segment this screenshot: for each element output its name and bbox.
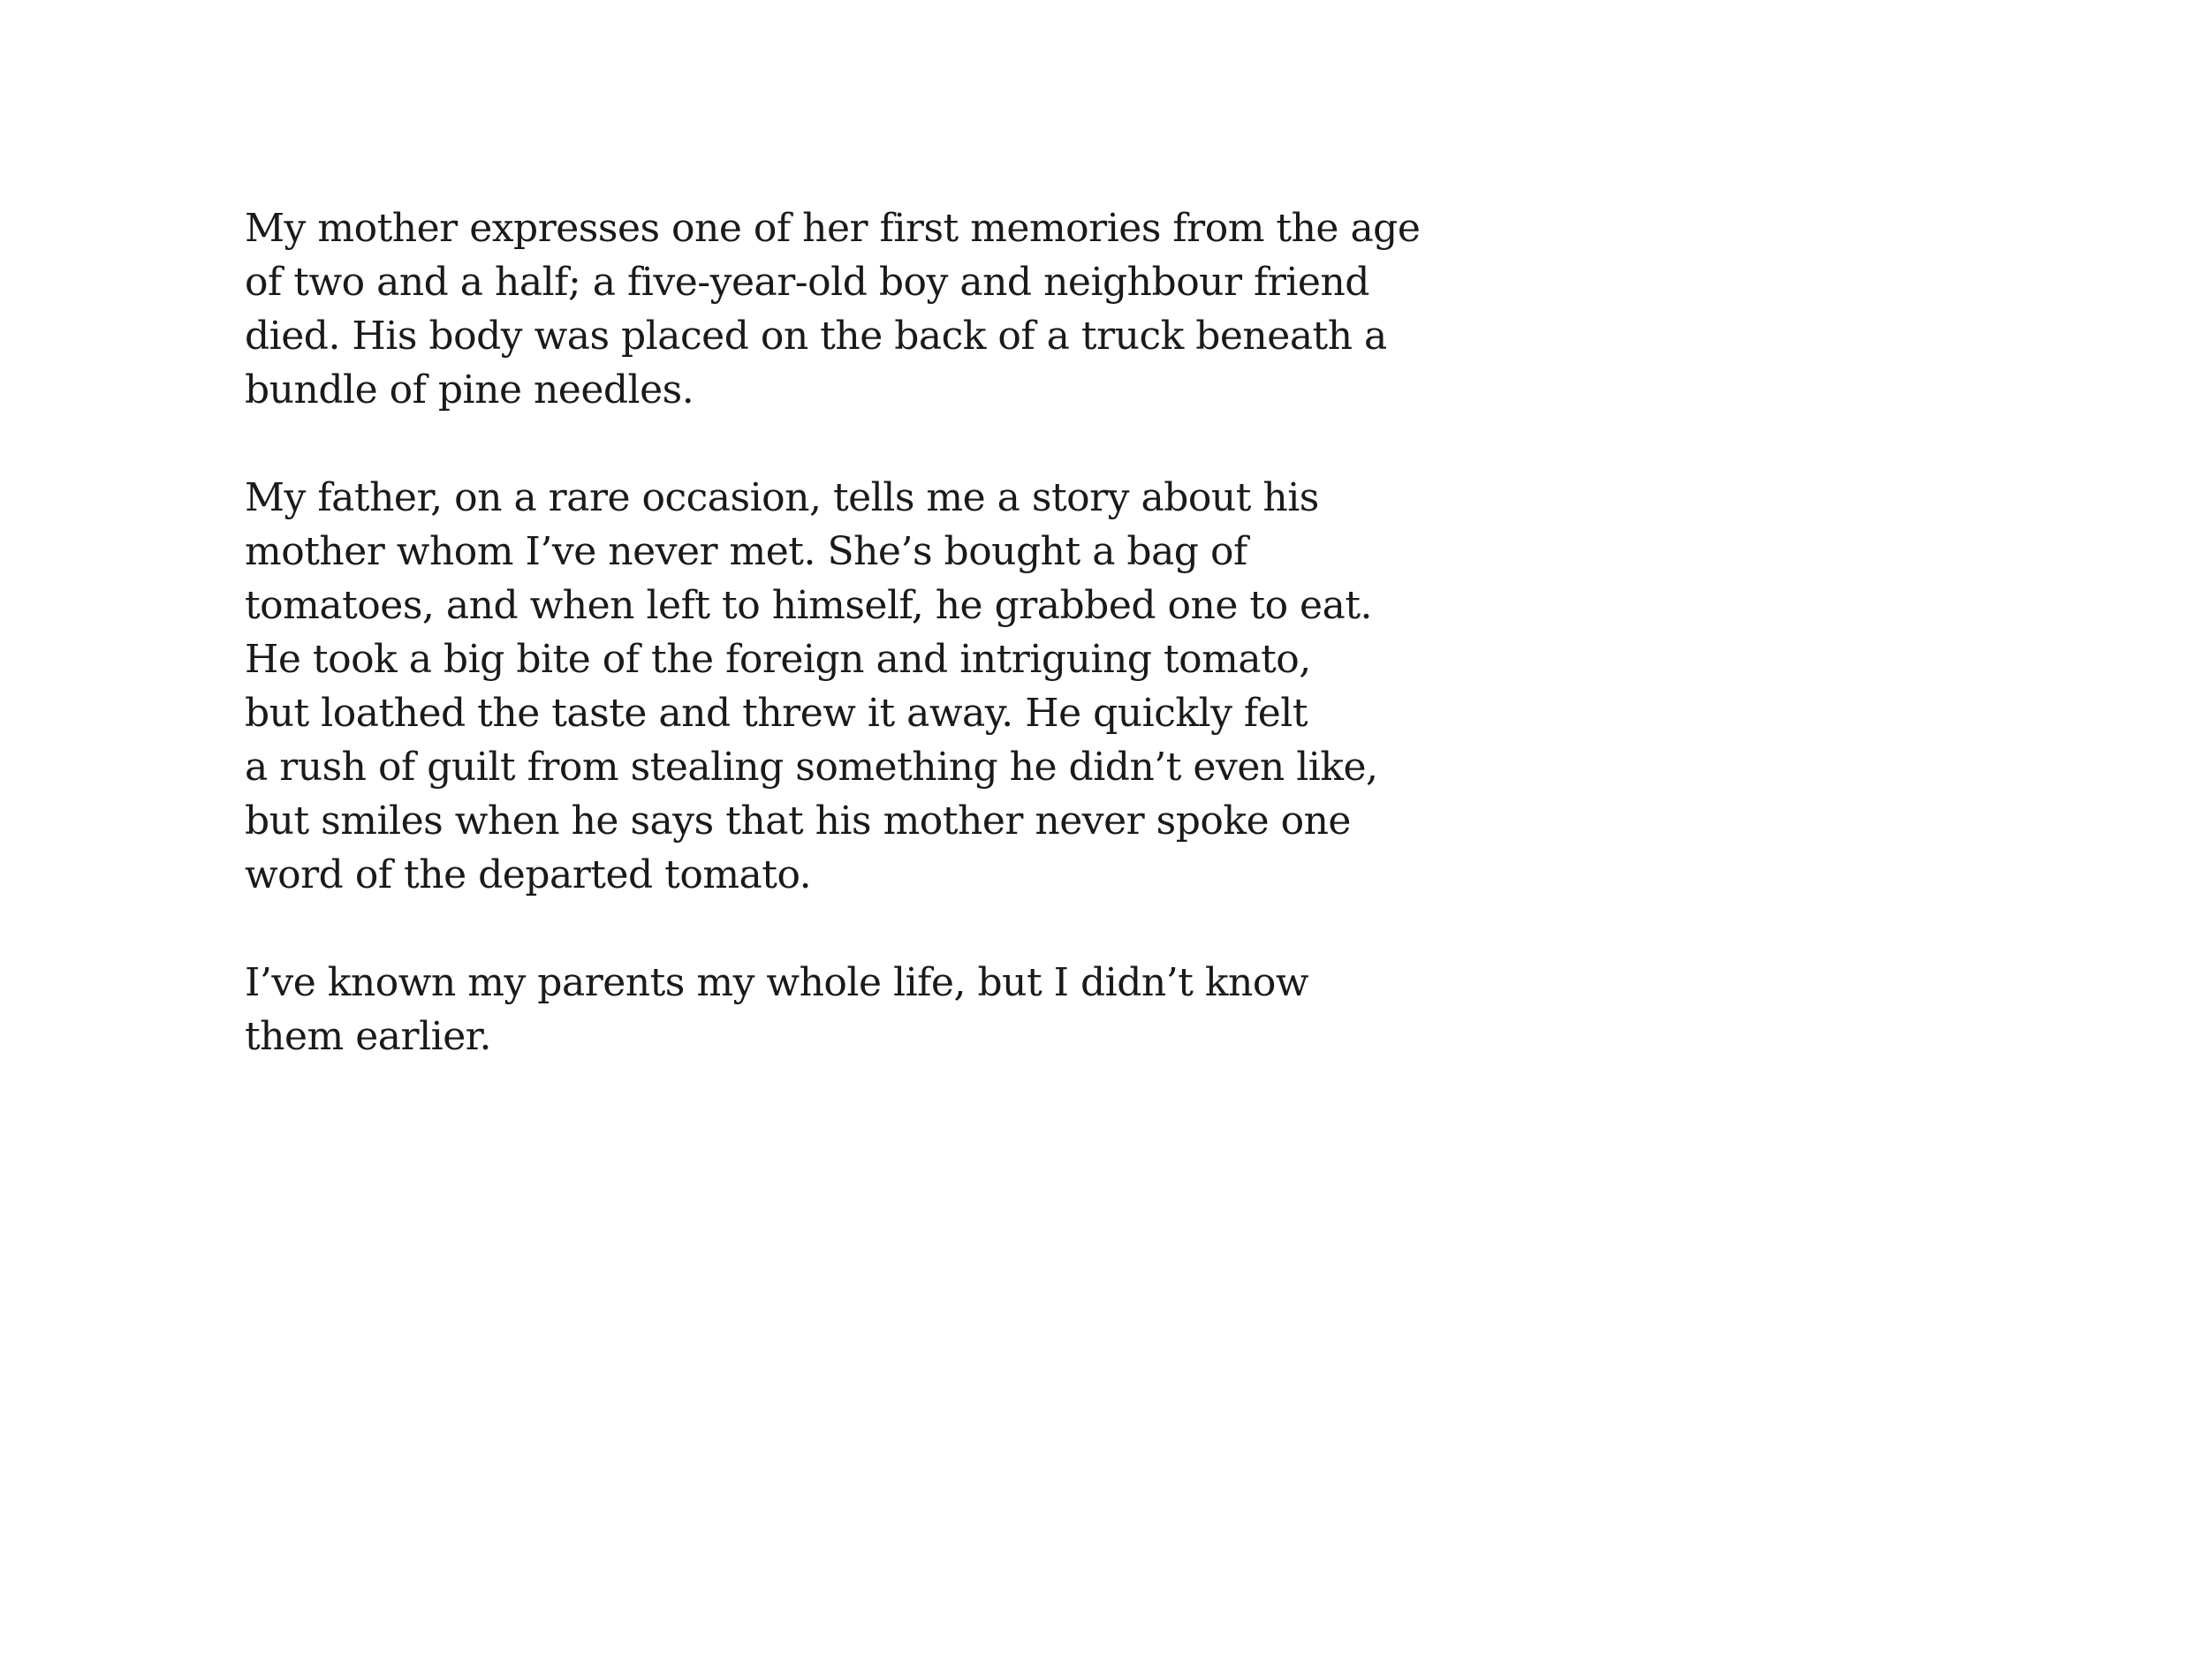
text-line: a rush of guilt from stealing something he didn’t even like, — [245, 745, 1378, 790]
text-line: word of the departed tomato. — [245, 852, 812, 897]
paragraph-2 — [245, 471, 1378, 902]
text-line: tomatoes, and when left to himself, he grabbed one to eat. — [245, 583, 1372, 628]
paragraph-3 — [245, 956, 1349, 1063]
text-line: He took a big bite of the foreign and intriguing tomato, — [245, 637, 1311, 682]
text-line: but loathed the taste and threw it away. He quickly felt — [245, 691, 1308, 736]
text-line: bundle of pine needles. — [245, 367, 694, 412]
paragraph-1 — [245, 201, 1421, 417]
text-line: but smiles when he says that his mother never spoke one — [245, 798, 1351, 844]
text-line: mother whom I’ve never met. She’s bought a bag of — [245, 529, 1247, 574]
text-line: I’ve known my parents my whole life, but I didn’t know — [245, 960, 1309, 1005]
text-line: of two and a half; a five-year-old boy and neighbour friend — [245, 260, 1369, 305]
text-line: My father, on a rare occasion, tells me a story about his — [245, 475, 1319, 520]
text-line: them earlier. — [245, 1014, 491, 1059]
text-line: My mother expresses one of her first memories from the age — [245, 206, 1421, 251]
text-line: died. His body was placed on the back of a truck beneath a — [245, 314, 1387, 359]
body-text — [245, 201, 1421, 1117]
